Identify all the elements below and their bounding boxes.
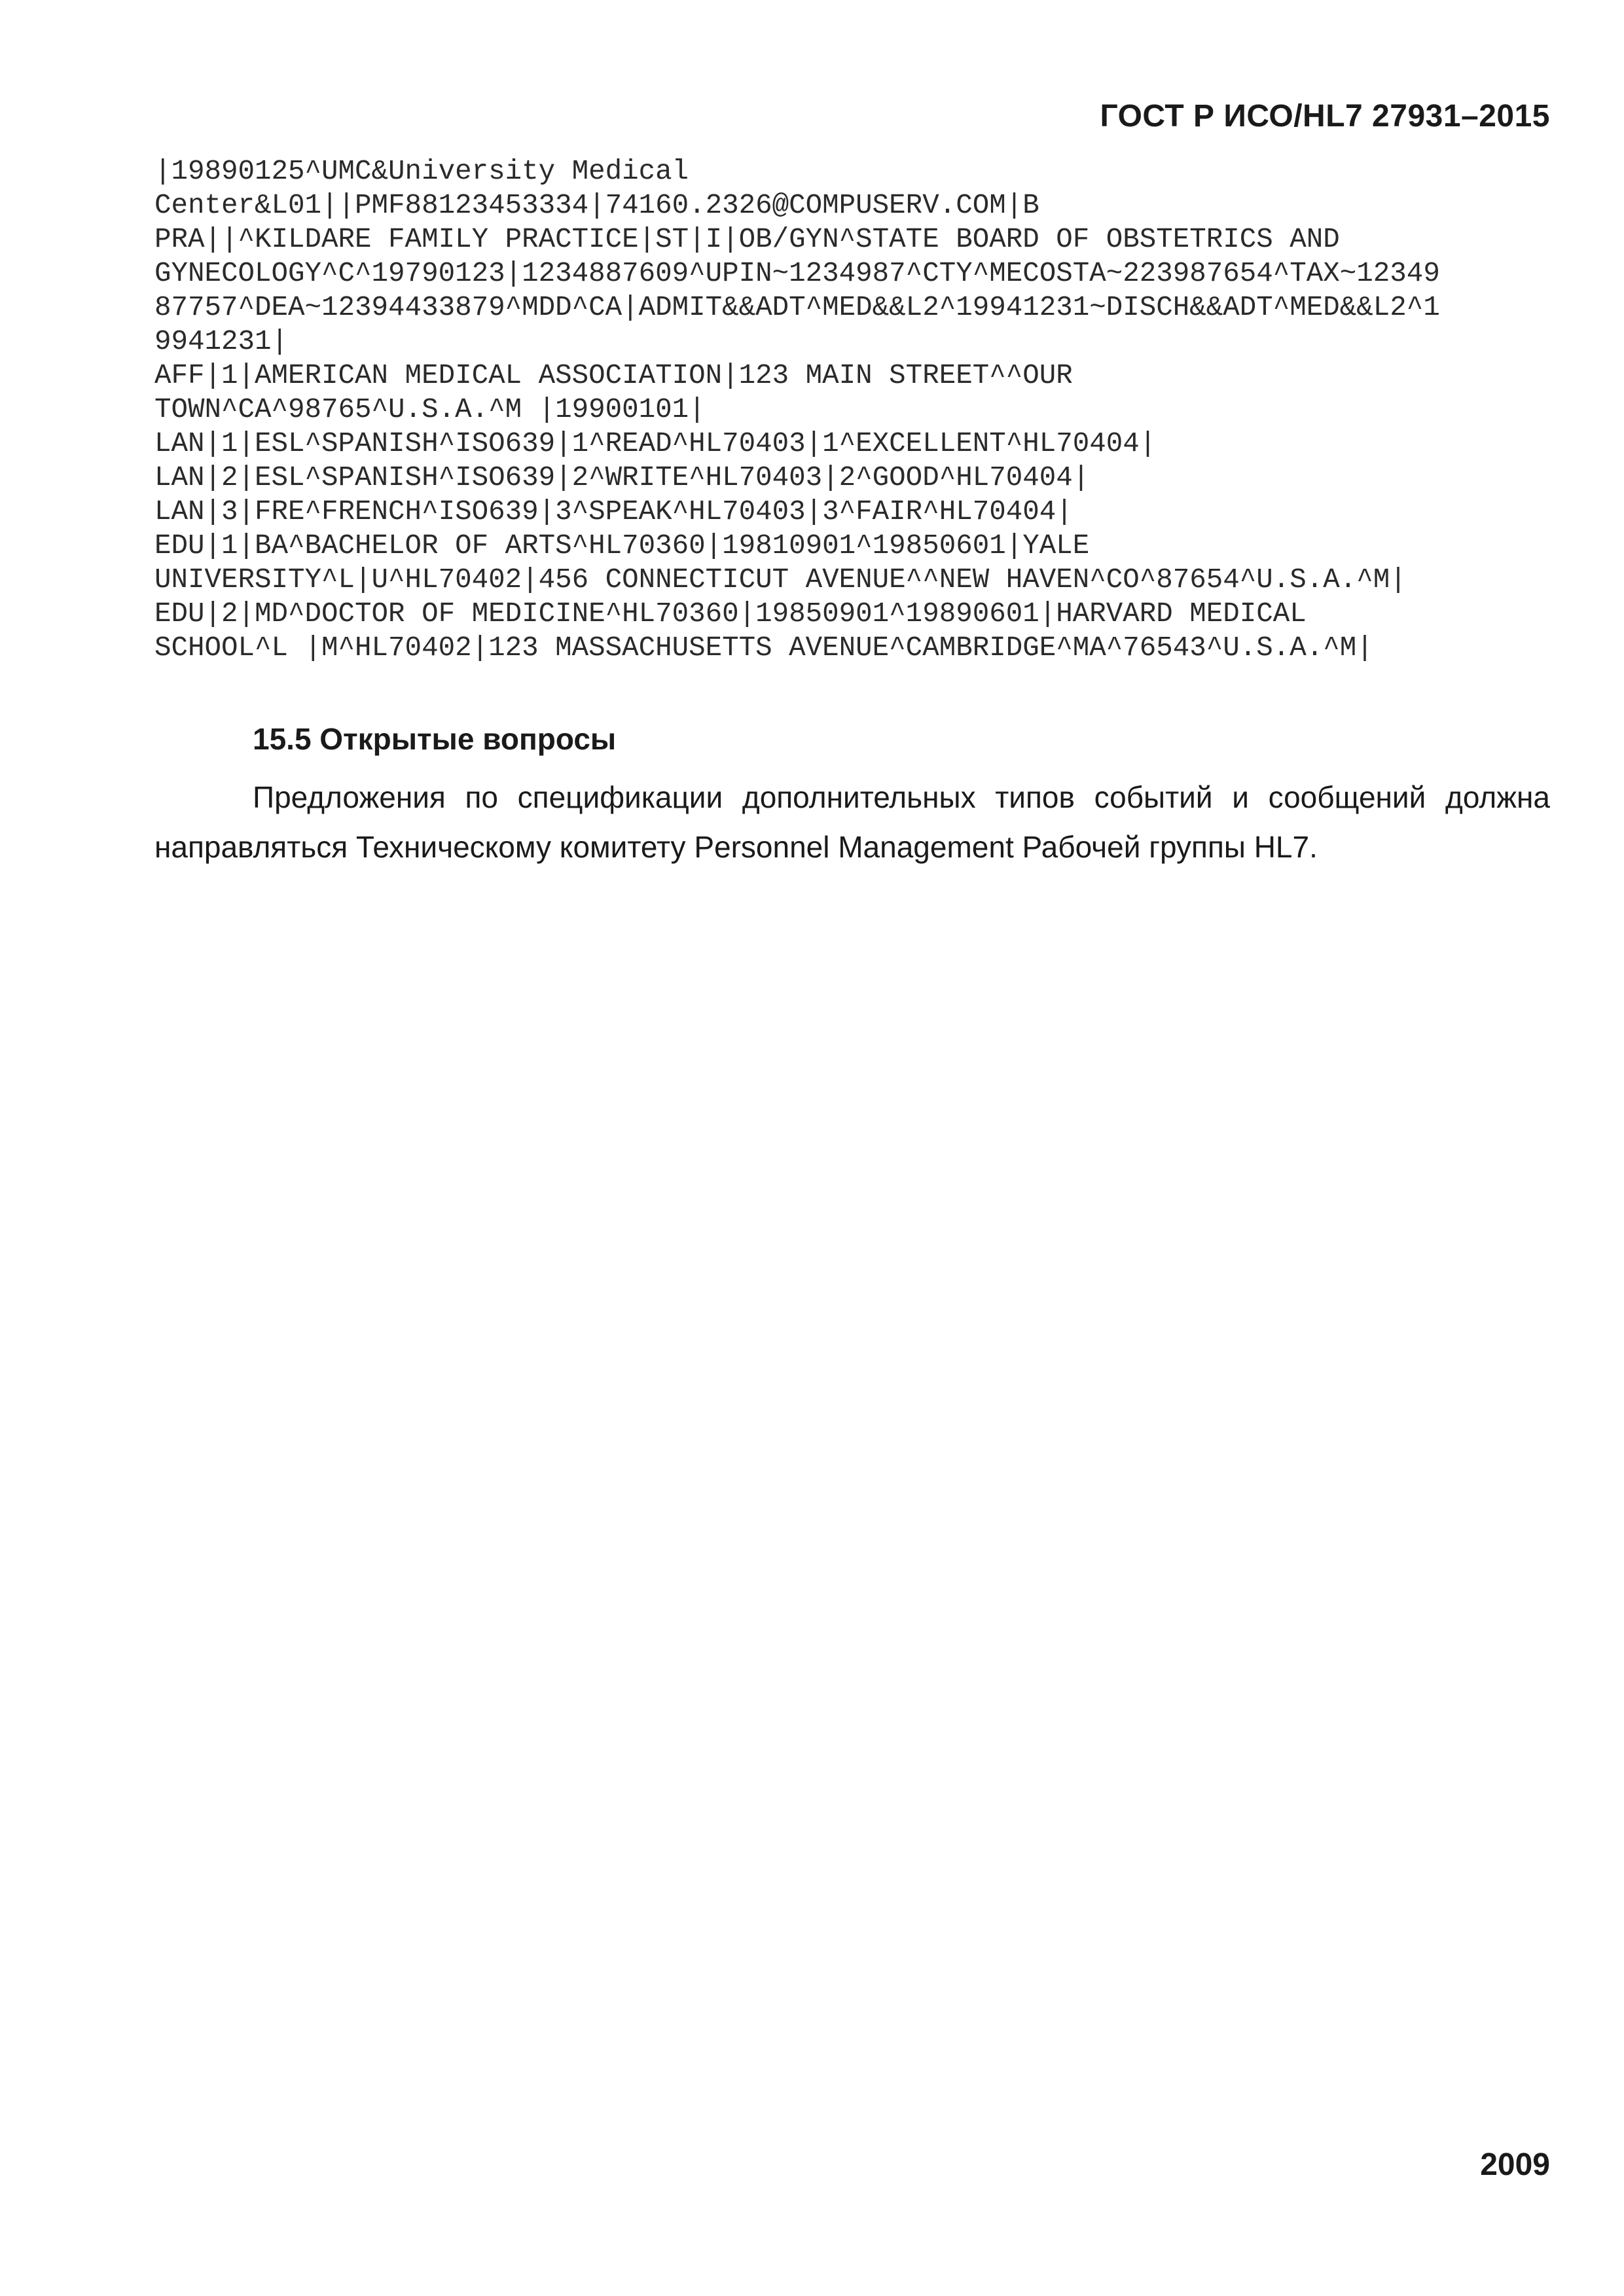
section-title: 15.5 Открытые вопросы (253, 722, 617, 756)
section-paragraph: Предложения по спецификации дополнительных типов событий и сообщений должна направляться Техническому комитету Personnel Management Рабочей группы HL7. (154, 780, 1550, 864)
code-line: |19890125^UMC&University Medical (154, 156, 689, 187)
code-line: SCHOOL^L |M^HL70402|123 MASSACHUSETTS AVENUE^CAMBRIDGE^MA^76543^U.S.A.^M| (154, 632, 1373, 664)
code-line: AFF|1|AMERICAN MEDICAL ASSOCIATION|123 MAIN STREET^^OUR (154, 360, 1073, 391)
code-line: UNIVERSITY^L|U^HL70402|456 CONNECTICUT AVENUE^^NEW HAVEN^CO^87654^U.S.A.^M| (154, 564, 1407, 596)
code-line: TOWN^CA^98765^U.S.A.^M |19900101| (154, 394, 706, 425)
code-line: Center&L01||PMF88123453334|74160.2326@COMPUSERV.COM|B (154, 190, 1039, 221)
standard-id-header: ГОСТ Р ИСО/HL7 27931–2015 (1100, 99, 1550, 134)
hl7-message-example (154, 154, 1562, 665)
code-line: PRA||^KILDARE FAMILY PRACTICE|ST|I|OB/GYN^STATE BOARD OF OBSTETRICS AND (154, 224, 1340, 255)
page-number: 2009 (1480, 2147, 1550, 2182)
code-line: EDU|1|BA^BACHELOR OF ARTS^HL70360|19810901^19850601|YALE (154, 530, 1090, 562)
code-line: EDU|2|MD^DOCTOR OF MEDICINE^HL70360|19850901^19890601|HARVARD MEDICAL (154, 598, 1307, 630)
code-line: LAN|1|ESL^SPANISH^ISO639|1^READ^HL70403|1^EXCELLENT^HL70404| (154, 428, 1157, 459)
code-line: 87757^DEA~12394433879^MDD^CA|ADMIT&&ADT^MED&&L2^19941231~DISCH&&ADT^MED&&L2^1 (154, 292, 1440, 323)
code-line: LAN|3|FRE^FRENCH^ISO639|3^SPEAK^HL70403|3^FAIR^HL70404| (154, 496, 1073, 528)
code-line: GYNECOLOGY^C^19790123|1234887609^UPIN~1234987^CTY^MECOSTA~223987654^TAX~12349 (154, 258, 1440, 289)
code-line: 9941231| (154, 326, 289, 357)
code-line: LAN|2|ESL^SPANISH^ISO639|2^WRITE^HL70403|2^GOOD^HL70404| (154, 462, 1090, 493)
